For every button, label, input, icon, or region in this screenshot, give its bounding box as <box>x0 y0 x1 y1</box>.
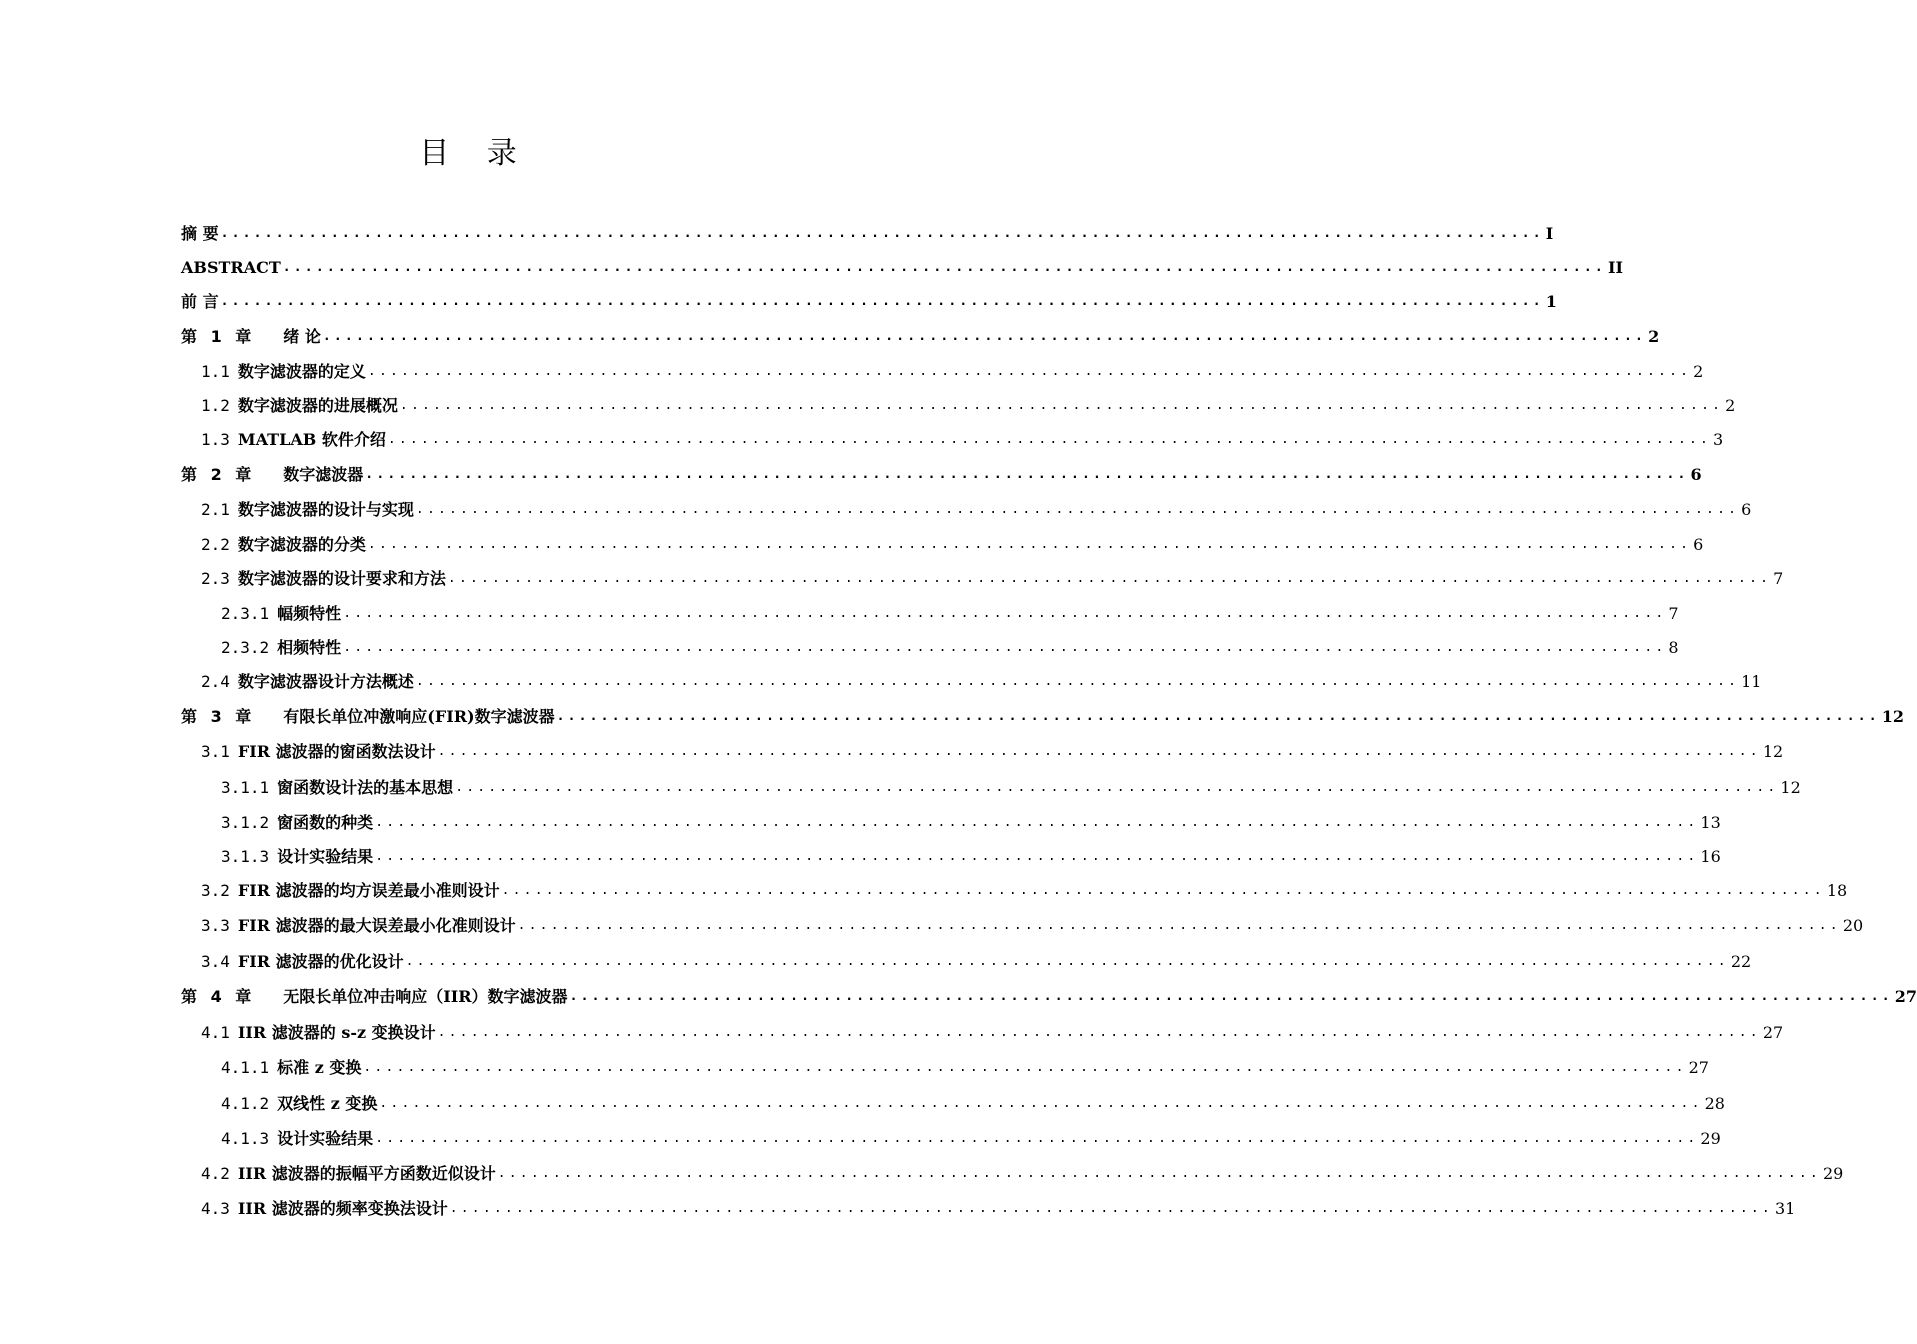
toc-entry-page-number: 8 <box>1668 638 1679 657</box>
toc-entry-text: ABSTRACT <box>181 258 281 277</box>
toc-entry-label <box>181 223 219 245</box>
dot-leader: ........................................................................................................................ <box>282 260 1606 275</box>
dot-leader: ........................................................................................................................ <box>399 398 1724 413</box>
toc-entry-label <box>181 464 363 486</box>
toc-entry-label <box>201 1198 448 1220</box>
toc-entry[interactable] <box>181 698 1905 728</box>
dot-leader: ........................................................................................................................ <box>220 226 1544 241</box>
dot-leader: ........................................................................................................................ <box>415 674 1740 689</box>
toc-entry-number: 3.3 <box>201 916 230 935</box>
toc-entry-text: IIR 滤波器的振幅平方函数近似设计 <box>237 1164 496 1183</box>
toc-entry-number: 3.2 <box>201 881 230 900</box>
dot-leader: ........................................................................................................................ <box>455 780 1779 795</box>
toc-entry-text: 幅频特性 <box>277 604 342 623</box>
toc-entry-page-number: 12 <box>1780 778 1801 797</box>
toc-entry[interactable] <box>201 943 1752 973</box>
toc-entry-page-number: 6 <box>1693 535 1704 554</box>
toc-entry[interactable] <box>201 491 1752 521</box>
toc-entry-label <box>201 915 516 937</box>
toc-entry-text: 数字滤波器设计方法概述 <box>237 672 414 691</box>
toc-entry[interactable] <box>201 733 1784 763</box>
toc-entry[interactable] <box>221 595 1679 625</box>
toc-entry[interactable] <box>181 215 1554 245</box>
toc-entry-text: 数字滤波器 <box>283 465 364 484</box>
toc-entry-page-number: 12 <box>1881 707 1905 726</box>
toc-entry[interactable] <box>181 978 1917 1008</box>
toc-entry[interactable] <box>201 1014 1784 1044</box>
toc-entry-page-number: 20 <box>1842 916 1864 935</box>
toc-entry[interactable] <box>221 1120 1721 1150</box>
toc-entry[interactable] <box>201 353 1704 383</box>
toc-entry-page-number: 28 <box>1704 1094 1725 1113</box>
toc-entry-text: 数字滤波器的进展概况 <box>237 396 398 415</box>
toc-entry[interactable] <box>221 1085 1725 1115</box>
dot-leader: ........................................................................................................................ <box>220 294 1544 309</box>
toc-entry-page-number: 7 <box>1668 604 1679 623</box>
toc-entry[interactable] <box>221 838 1721 868</box>
toc-entry[interactable] <box>221 769 1801 799</box>
toc-entry-number: 第 4 章 <box>181 987 256 1006</box>
toc-entry-number: 3.1.3 <box>221 847 270 866</box>
toc-entry-number: 2.3.2 <box>221 638 270 657</box>
toc-entry-number: 4.1.1 <box>221 1058 270 1077</box>
toc-entry-text: 数字滤波器的设计与实现 <box>237 500 414 519</box>
toc-entry-text: 设计实验结果 <box>277 847 374 866</box>
toc-entry-number: 2.2 <box>201 535 230 554</box>
toc-entry-number: 第 2 章 <box>181 465 256 484</box>
toc-entry-number: 3.1 <box>201 742 230 761</box>
toc-entry-page-number: 29 <box>1822 1164 1844 1183</box>
toc-entry-text: 窗函数的种类 <box>277 813 374 832</box>
toc-entry[interactable] <box>181 249 1623 279</box>
toc-entry-label <box>201 395 398 417</box>
toc-entry-label <box>221 1128 373 1150</box>
toc-entry-page-number: 1 <box>1545 292 1557 311</box>
toc-entry-text: 双线性 z 变换 <box>277 1094 378 1113</box>
toc-entry[interactable] <box>221 629 1679 659</box>
toc-entry-number: 2.3.1 <box>221 604 270 623</box>
toc-entry[interactable] <box>201 663 1762 693</box>
toc-entry-label <box>201 1163 496 1185</box>
toc-entry[interactable] <box>181 456 1702 486</box>
toc-entry-text: FIR 滤波器的窗函数法设计 <box>237 742 436 761</box>
toc-entry-label <box>221 777 453 799</box>
dot-leader: ........................................................................................................................ <box>375 815 1699 830</box>
toc-entry-label <box>201 429 386 451</box>
toc-entry-page-number: 27 <box>1894 987 1917 1006</box>
toc-entry-number: 1.3 <box>201 430 230 449</box>
toc-entry-page-number: 27 <box>1688 1058 1709 1077</box>
toc-entry-label <box>181 706 555 728</box>
dot-leader: ........................................................................................................................ <box>501 883 1825 898</box>
toc-entry-number: 2.3 <box>201 569 230 588</box>
toc-entry-text: MATLAB 软件介绍 <box>237 430 386 449</box>
toc-entry-label <box>221 603 341 625</box>
toc-entry[interactable] <box>221 1049 1709 1079</box>
toc-entry-text: 绪 论 <box>283 327 321 346</box>
toc-entry-page-number: 22 <box>1730 952 1752 971</box>
toc-entry-number: 4.1.2 <box>221 1094 270 1113</box>
toc-entry[interactable] <box>201 907 1864 937</box>
toc-entry-number: 2.4 <box>201 672 230 691</box>
toc-entry-label <box>221 1093 377 1115</box>
toc-entry-page-number: 27 <box>1762 1023 1784 1042</box>
toc-entry-page-number: I <box>1545 224 1554 243</box>
toc-entry-text: 摘 要 <box>181 224 219 243</box>
toc-entry-page-number: 18 <box>1826 881 1848 900</box>
toc-entry[interactable] <box>201 872 1848 902</box>
toc-entry[interactable] <box>201 1190 1796 1220</box>
toc-entry-label <box>201 499 414 521</box>
toc-entry-text: 前 言 <box>181 292 219 311</box>
toc-entry-text: 标准 z 变换 <box>277 1058 362 1077</box>
dot-leader: ........................................................................................................................ <box>375 1131 1699 1146</box>
toc-entry-number: 第 3 章 <box>181 707 256 726</box>
toc-entry-page-number: 6 <box>1741 500 1752 519</box>
toc-entry[interactable] <box>201 1155 1844 1185</box>
toc-entry-page-number: 2 <box>1648 327 1660 346</box>
toc-entry[interactable] <box>221 804 1721 834</box>
toc-entry-text: FIR 滤波器的优化设计 <box>237 952 404 971</box>
toc-entry-page-number: II <box>1607 258 1623 277</box>
toc-entry-label <box>181 291 219 313</box>
toc-entry-label <box>201 741 436 763</box>
dot-leader: ........................................................................................................................ <box>556 709 1880 724</box>
toc-entry-label <box>201 1022 436 1044</box>
toc-entry-text: IIR 滤波器的频率变换法设计 <box>237 1199 448 1218</box>
toc-entry-label <box>201 568 446 590</box>
dot-leader: ........................................................................................................................ <box>363 1060 1687 1075</box>
toc-entry[interactable] <box>201 387 1736 417</box>
toc-entry[interactable] <box>201 421 1724 451</box>
toc-entry-label <box>221 846 373 868</box>
toc-entry-number: 4.1 <box>201 1023 230 1042</box>
toc-entry-label <box>181 986 568 1008</box>
dot-leader: ........................................................................................................................ <box>322 329 1647 344</box>
toc-entry[interactable] <box>181 283 1557 313</box>
toc-entry-text: 相频特性 <box>277 638 342 657</box>
dot-leader: ........................................................................................................................ <box>365 467 1689 482</box>
toc-entry-page-number: 2 <box>1693 362 1704 381</box>
dot-leader: ........................................................................................................................ <box>497 1166 1821 1181</box>
toc-entry-label <box>201 671 414 693</box>
toc-entry-text: 有限长单位冲激响应(FIR)数字滤波器 <box>283 707 555 726</box>
dot-leader: ........................................................................................................................ <box>449 1201 1773 1216</box>
toc-entry-page-number: 6 <box>1690 465 1702 484</box>
toc-entry-text: FIR 滤波器的均方误差最小准则设计 <box>237 881 500 900</box>
toc-entry-number: 3.1.1 <box>221 778 270 797</box>
toc-entry-page-number: 11 <box>1741 672 1762 691</box>
toc-entry-number: 4.2 <box>201 1164 230 1183</box>
toc-entry-page-number: 16 <box>1700 847 1721 866</box>
toc-entry-label <box>181 326 321 348</box>
toc-entry-number: 1.1 <box>201 362 230 381</box>
toc-entry-label <box>201 880 500 902</box>
toc-entry[interactable] <box>181 318 1660 348</box>
toc-entry-number: 4.1.3 <box>221 1129 270 1148</box>
toc-entry-page-number: 29 <box>1700 1129 1721 1148</box>
toc-entry-label <box>201 361 366 383</box>
toc-entry-number: 3.1.2 <box>221 813 270 832</box>
toc-entry-label <box>201 951 404 973</box>
toc-entry-page-number: 2 <box>1725 396 1736 415</box>
dot-leader: ........................................................................................................................ <box>569 989 1893 1004</box>
dot-leader: ........................................................................................................................ <box>367 537 1692 552</box>
dot-leader: ........................................................................................................................ <box>437 1025 1761 1040</box>
toc-entry-label <box>221 637 341 659</box>
toc-entry-text: 数字滤波器的定义 <box>237 362 366 381</box>
toc-entry-page-number: 31 <box>1774 1199 1796 1218</box>
toc-entry-text: 无限长单位冲击响应（IIR）数字滤波器 <box>283 987 568 1006</box>
toc-entry[interactable] <box>201 526 1704 556</box>
toc-entry-page-number: 12 <box>1762 742 1784 761</box>
toc-entry-text: FIR 滤波器的最大误差最小化准则设计 <box>237 916 516 935</box>
dot-leader: ........................................................................................................................ <box>367 364 1692 379</box>
toc-entry-number: 2.1 <box>201 500 230 519</box>
toc-entry-label <box>201 534 366 556</box>
toc-entry-label <box>221 1057 361 1079</box>
page-title: 目 录 <box>419 136 531 171</box>
dot-leader: ........................................................................................................................ <box>447 571 1772 586</box>
toc-entry-page-number: 13 <box>1700 813 1721 832</box>
toc-entry[interactable] <box>201 560 1784 590</box>
toc-entry-text: 设计实验结果 <box>277 1129 374 1148</box>
dot-leader: ........................................................................................................................ <box>517 918 1841 933</box>
dot-leader: ........................................................................................................................ <box>375 849 1699 864</box>
toc-entry-number: 4.3 <box>201 1199 230 1218</box>
toc-entry-page-number: 3 <box>1713 430 1724 449</box>
dot-leader: ........................................................................................................................ <box>405 954 1729 969</box>
dot-leader: ........................................................................................................................ <box>387 432 1712 447</box>
toc-entry-label <box>221 812 373 834</box>
toc-entry-number: 第 1 章 <box>181 327 256 346</box>
toc-entry-text: 数字滤波器的设计要求和方法 <box>237 569 446 588</box>
dot-leader: ........................................................................................................................ <box>343 606 1667 621</box>
toc-entry-text: 数字滤波器的分类 <box>237 535 366 554</box>
toc-entry-text: 窗函数设计法的基本思想 <box>277 778 454 797</box>
toc-entry-page-number: 7 <box>1773 569 1784 588</box>
toc-entry-number: 3.4 <box>201 952 230 971</box>
toc-entry-label <box>181 257 281 279</box>
dot-leader: ........................................................................................................................ <box>415 502 1740 517</box>
dot-leader: ........................................................................................................................ <box>437 744 1761 759</box>
toc-entry-number: 1.2 <box>201 396 230 415</box>
dot-leader: ........................................................................................................................ <box>343 640 1667 655</box>
dot-leader: ........................................................................................................................ <box>379 1096 1703 1111</box>
toc-entry-text: IIR 滤波器的 s-z 变换设计 <box>237 1023 436 1042</box>
